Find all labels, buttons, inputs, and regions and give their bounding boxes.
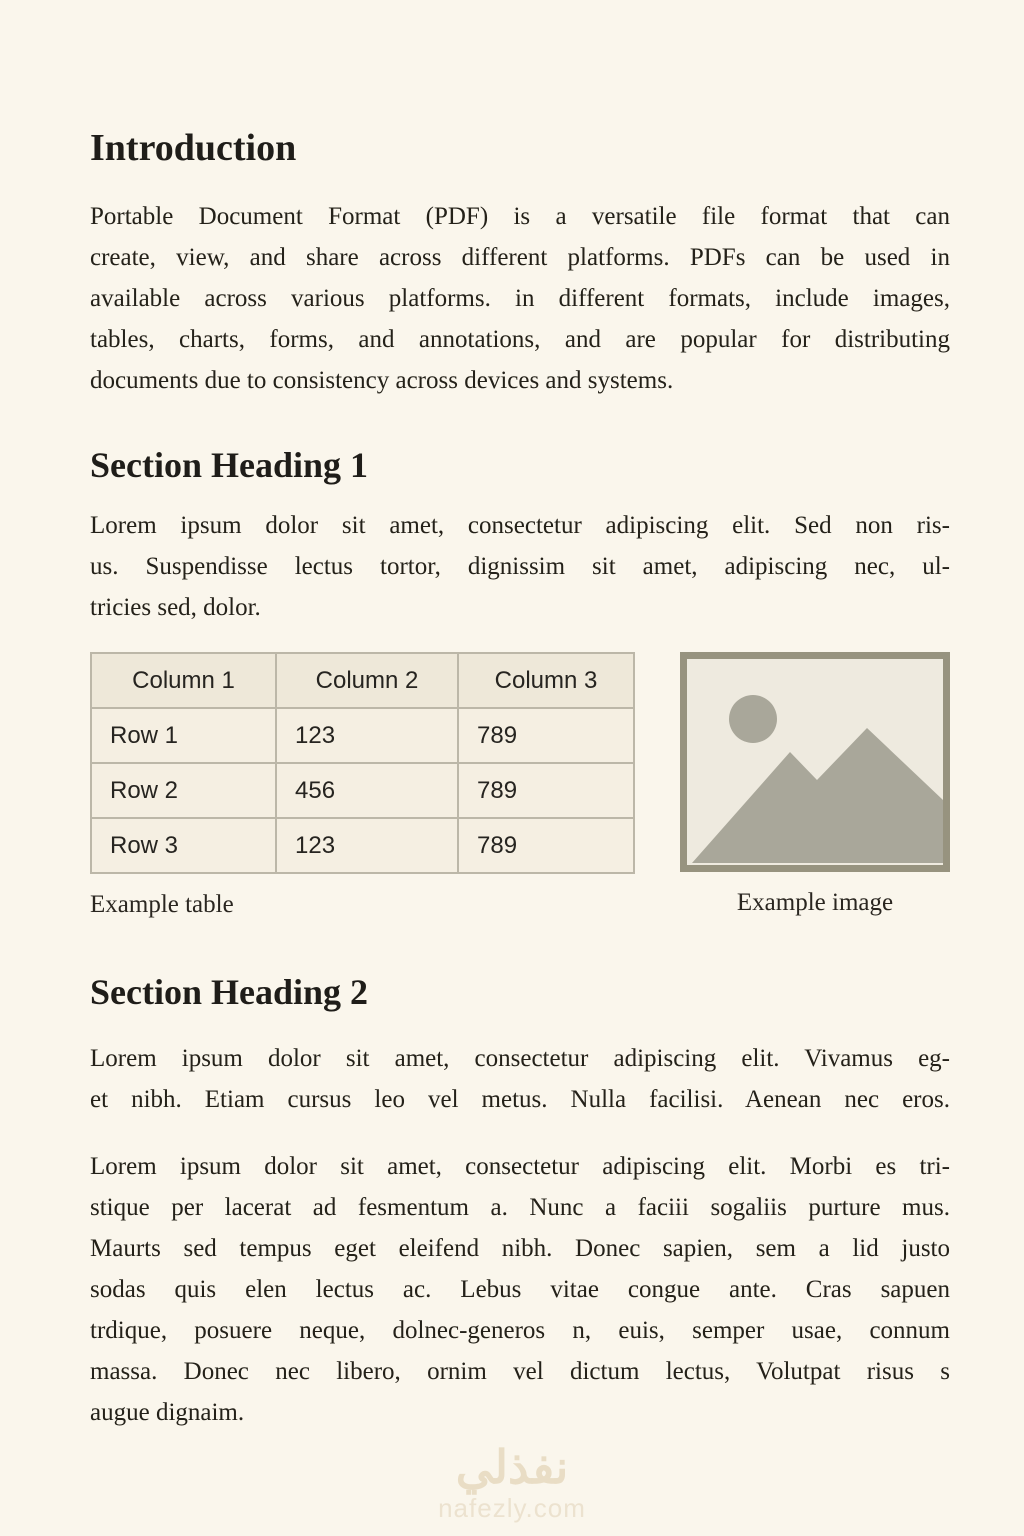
example-table — [90, 652, 635, 874]
paragraph-line: Portable Document Format (PDF) is a versatile file format that can — [90, 203, 950, 230]
watermark-arabic-logo: نفذلي — [455, 1442, 569, 1493]
section-2-paragraph-2 — [90, 1146, 950, 1433]
paragraph-line: Lorem ipsum dolor sit amet, consectetur adipiscing elit. Sed non ris- — [90, 512, 950, 539]
section-2-paragraph-1 — [90, 1038, 950, 1120]
section-1-paragraph — [90, 505, 950, 628]
table-header-cell: Column 1 — [91, 653, 276, 708]
table-cell: 123 — [276, 818, 458, 873]
table-cell: 789 — [458, 708, 634, 763]
paragraph-line: trdique, posuere neque, dolnec-generos n, euis, semper usae, connum — [90, 1317, 950, 1344]
table-cell: Row 2 — [91, 763, 276, 818]
watermark-domain: nafezly.com — [438, 1493, 586, 1523]
table-cell: Row 1 — [91, 708, 276, 763]
table-caption: Example table — [90, 891, 234, 918]
paragraph-line: Lorem ipsum dolor sit amet, consectetur adipiscing elit. Morbi es tri- — [90, 1153, 950, 1180]
table-figure — [90, 652, 633, 920]
paragraph-line: et nibh. Etiam cursus leo vel metus. Nulla facilisi. Aenean nec eros. — [90, 1086, 950, 1113]
paragraph-line: tricies sed, dolor. — [90, 594, 261, 621]
table-cell: 123 — [276, 708, 458, 763]
table-header-cell: Column 3 — [458, 653, 634, 708]
paragraph-line: Lorem ipsum dolor sit amet, consectetur adipiscing elit. Vivamus eg- — [90, 1045, 950, 1072]
paragraph-line: tables, charts, forms, and annotations, and are popular for distributing — [90, 326, 950, 353]
table-cell: 789 — [458, 818, 634, 873]
paragraph-line: us. Suspendisse lectus tortor, dignissim sit amet, adipiscing nec, ul- — [90, 553, 950, 580]
watermark — [0, 1444, 1024, 1522]
paragraph-line: documents due to consistency across devices and systems. — [90, 367, 674, 394]
image-caption: Example image — [736, 889, 894, 916]
paragraph-line: stique per lacerat ad fesmentum a. Nunc a faciii sogaliis purture mus. — [90, 1194, 950, 1221]
paragraph-line: sodas quis elen lectus ac. Lebus vitae congue ante. Cras sapuen — [90, 1276, 950, 1303]
table-cell: 789 — [458, 763, 634, 818]
table-row — [91, 763, 634, 818]
table-row — [91, 708, 634, 763]
section-2-heading: Section Heading 2 — [90, 972, 369, 1012]
section-1-heading: Section Heading 1 — [90, 445, 369, 485]
figures-row — [90, 652, 950, 920]
sun-icon — [729, 695, 777, 743]
paragraph-line: available across various platforms. in different formats, include images, — [90, 285, 950, 312]
paragraph-line: augue dignaim. — [90, 1399, 245, 1426]
table-row — [91, 818, 634, 873]
table-cell: 456 — [276, 763, 458, 818]
paragraph-line: create, view, and share across different platforms. PDFs can be used in — [90, 244, 950, 271]
paragraph-line: massa. Donec nec libero, ornim vel dictum lectus, Volutpat risus s — [90, 1358, 950, 1385]
paragraph-line: Maurts sed tempus eget eleifend nibh. Donec sapien, sem a lid justo — [90, 1235, 950, 1262]
introduction-paragraph — [90, 196, 950, 401]
table-cell: Row 3 — [91, 818, 276, 873]
introduction-heading: Introduction — [90, 127, 297, 169]
image-figure — [680, 652, 950, 918]
table-header-cell: Column 2 — [276, 653, 458, 708]
image-placeholder-icon — [680, 652, 950, 872]
table-header-row — [91, 653, 634, 708]
